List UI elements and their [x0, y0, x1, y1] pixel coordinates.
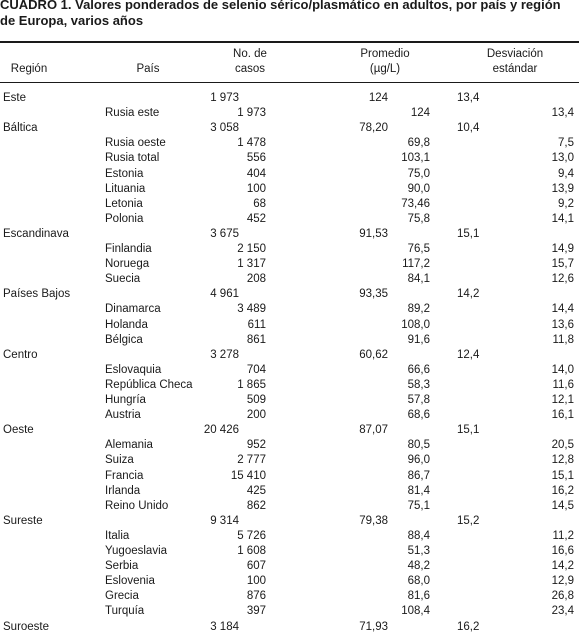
sd-cell: 12,8 — [551, 454, 574, 467]
region-row — [0, 91, 579, 106]
sd-cell: 13,9 — [551, 182, 574, 195]
country-row — [0, 469, 579, 484]
mean-cell: 88,4 — [407, 529, 430, 542]
country-cell: Francia — [105, 469, 144, 482]
country-row — [0, 106, 579, 121]
country-cell: Polonia — [105, 212, 144, 225]
country-row — [0, 378, 579, 393]
mean-cell: 57,8 — [407, 394, 430, 406]
country-row — [0, 197, 579, 212]
cases-cell: 1 317 — [237, 258, 266, 271]
country-cell: Eslovaquia — [105, 363, 162, 376]
mean-cell: 84,1 — [407, 273, 430, 286]
country-row — [0, 151, 579, 166]
mean-cell: 87,07 — [359, 424, 388, 437]
mean-cell: 71,93 — [359, 620, 388, 633]
cases-cell: 607 — [246, 560, 266, 573]
sd-cell: 10,4 — [457, 122, 480, 135]
mean-cell: 76,5 — [407, 243, 430, 255]
country-row — [0, 453, 579, 468]
mean-cell: 89,2 — [407, 303, 430, 316]
country-row — [0, 604, 579, 619]
sd-cell: 15,1 — [457, 227, 480, 240]
mean-cell: 75,8 — [407, 212, 430, 225]
country-cell: Lituania — [105, 182, 146, 195]
sd-cell: 26,8 — [551, 590, 574, 603]
cases-cell: 4 961 — [210, 288, 239, 301]
country-row — [0, 333, 579, 348]
cases-cell: 704 — [246, 363, 266, 376]
sd-cell: 14,1 — [551, 212, 574, 225]
region-row — [0, 348, 579, 363]
header-promedio-line2: (µg/L) — [369, 63, 401, 75]
sd-cell: 14,2 — [457, 288, 480, 301]
mean-cell: 75,0 — [407, 167, 430, 180]
country-row — [0, 182, 579, 197]
region-cell: Países Bajos — [3, 288, 71, 301]
country-cell: Alemania — [105, 439, 153, 452]
mean-cell: 80,5 — [407, 439, 430, 452]
region-row — [0, 287, 579, 302]
country-cell: Serbia — [105, 560, 139, 573]
cases-cell: 1 608 — [237, 545, 266, 557]
region-cell: Báltica — [3, 122, 38, 135]
sd-cell: 13,4 — [457, 92, 480, 104]
mean-cell: 93,35 — [359, 288, 388, 301]
country-row — [0, 499, 579, 514]
header-region: Región — [10, 63, 48, 75]
country-row — [0, 167, 579, 182]
mean-cell: 103,1 — [401, 152, 430, 165]
country-cell: Rusia oeste — [105, 137, 166, 150]
cases-cell: 68 — [253, 197, 266, 210]
country-cell: Grecia — [105, 590, 139, 603]
sd-cell: 14,5 — [551, 499, 574, 512]
cases-cell: 1 973 — [237, 107, 266, 120]
header-pais: País — [136, 63, 160, 75]
region-cell: Suroeste — [3, 620, 50, 633]
mean-cell: 58,3 — [407, 378, 430, 391]
region-cell: Sureste — [3, 514, 43, 527]
country-cell: Suiza — [105, 454, 134, 467]
sd-cell: 13,4 — [551, 107, 574, 120]
region-row — [0, 620, 579, 635]
region-cell: Escandinava — [3, 227, 69, 240]
cases-cell: 3 489 — [237, 303, 266, 316]
country-row — [0, 212, 579, 227]
cases-cell: 556 — [246, 152, 266, 165]
cases-cell: 3 675 — [210, 227, 239, 240]
country-cell: República Checa — [105, 378, 193, 391]
sd-cell: 13,0 — [551, 152, 574, 165]
mean-cell: 73,46 — [401, 197, 430, 210]
cases-cell: 100 — [246, 182, 266, 195]
cases-cell: 1 478 — [237, 137, 266, 150]
country-cell: Estonia — [105, 167, 144, 180]
country-row — [0, 136, 579, 151]
cases-cell: 509 — [246, 394, 266, 406]
cases-cell: 404 — [246, 167, 266, 180]
country-cell: Eslovenia — [105, 575, 155, 588]
mean-cell: 51,3 — [407, 545, 430, 557]
header-rule — [0, 82, 579, 83]
sd-cell: 15,1 — [551, 469, 574, 482]
mean-cell: 69,8 — [407, 137, 430, 150]
cases-cell: 15 410 — [230, 469, 266, 482]
cases-cell: 5 726 — [237, 529, 266, 542]
cases-cell: 861 — [246, 333, 266, 346]
sd-cell: 9,4 — [558, 167, 574, 180]
country-row — [0, 257, 579, 272]
cases-cell: 1 865 — [237, 378, 266, 391]
country-row — [0, 559, 579, 574]
country-row — [0, 242, 579, 257]
mean-cell: 81,6 — [407, 590, 430, 603]
mean-cell: 81,4 — [407, 484, 430, 497]
sd-cell: 11,2 — [552, 529, 574, 542]
header-desviacion-line2: estándar — [492, 63, 538, 75]
cases-cell: 876 — [246, 590, 266, 603]
sd-cell: 20,5 — [551, 439, 574, 452]
header-casos-line1: No. de — [233, 48, 267, 60]
mean-cell: 48,2 — [407, 560, 430, 573]
mean-cell: 90,0 — [407, 182, 430, 195]
sd-cell: 12,6 — [551, 273, 574, 286]
sd-cell: 13,6 — [551, 318, 574, 331]
country-cell: Letonia — [105, 197, 143, 210]
region-row — [0, 514, 579, 529]
country-row — [0, 272, 579, 287]
country-cell: Turquía — [105, 605, 145, 618]
cases-cell: 862 — [246, 499, 266, 512]
sd-cell: 12,4 — [457, 348, 480, 361]
mean-cell: 60,62 — [359, 348, 388, 361]
country-cell: Dinamarca — [105, 303, 161, 316]
country-row — [0, 302, 579, 317]
cases-cell: 2 777 — [237, 454, 266, 467]
country-cell: Reino Unido — [105, 499, 169, 512]
mean-cell: 75,1 — [407, 499, 430, 512]
header-desviacion-line1: Desviación — [486, 48, 544, 60]
country-cell: Italia — [105, 529, 130, 542]
sd-cell: 12,9 — [551, 575, 574, 588]
sd-cell: 14,0 — [551, 363, 574, 376]
sd-cell: 7,5 — [558, 137, 574, 150]
country-row — [0, 574, 579, 589]
country-cell: Noruega — [105, 258, 150, 271]
mean-cell: 108,4 — [401, 605, 430, 618]
country-row — [0, 529, 579, 544]
cases-cell: 2 150 — [237, 243, 266, 255]
cases-cell: 3 058 — [210, 122, 239, 135]
mean-cell: 78,20 — [359, 122, 388, 135]
country-cell: Holanda — [105, 318, 148, 331]
country-row — [0, 408, 579, 423]
cases-cell: 952 — [246, 439, 266, 452]
region-cell: Centro — [3, 348, 38, 361]
country-row — [0, 318, 579, 333]
mean-cell: 68,0 — [407, 575, 430, 588]
sd-cell: 23,4 — [551, 605, 574, 618]
country-cell: Austria — [105, 409, 141, 422]
country-cell: Hungría — [105, 394, 146, 406]
cases-cell: 425 — [246, 484, 266, 497]
cases-cell: 3 278 — [210, 348, 239, 361]
sd-cell: 14,9 — [551, 243, 574, 255]
country-row — [0, 393, 579, 408]
sd-cell: 11,8 — [552, 333, 574, 346]
header-promedio-line1: Promedio — [360, 48, 410, 60]
sd-cell: 15,1 — [457, 424, 480, 437]
region-row — [0, 121, 579, 136]
table-title: CUADRO 1. Valores ponderados de selenio sérico/plasmático en adultos, por país y región de Europa, varios años — [0, 0, 561, 28]
sd-cell: 9,2 — [558, 197, 574, 210]
mean-cell: 124 — [410, 107, 430, 120]
country-cell: Yugoeslavia — [105, 545, 168, 557]
country-row — [0, 589, 579, 604]
mean-cell: 79,38 — [359, 514, 388, 527]
sd-cell: 15,7 — [551, 258, 574, 271]
country-cell: Rusia este — [105, 107, 160, 120]
top-rule — [0, 41, 579, 43]
mean-cell: 66,6 — [407, 363, 430, 376]
cases-cell: 3 184 — [210, 620, 239, 633]
sd-cell: 16,1 — [551, 409, 574, 422]
mean-cell: 108,0 — [401, 318, 430, 331]
cases-cell: 397 — [246, 605, 266, 618]
mean-cell: 91,53 — [359, 227, 388, 240]
cases-cell: 100 — [246, 575, 266, 588]
country-cell: Suecia — [105, 273, 141, 286]
cases-cell: 208 — [246, 273, 266, 286]
region-row — [0, 227, 579, 242]
country-row — [0, 438, 579, 453]
sd-cell: 12,1 — [551, 394, 574, 406]
cases-cell: 1 973 — [210, 92, 239, 104]
cases-cell: 20 426 — [203, 424, 239, 437]
mean-cell: 124 — [368, 92, 388, 104]
mean-cell: 91,6 — [407, 333, 430, 346]
country-row — [0, 363, 579, 378]
cases-cell: 200 — [246, 409, 266, 422]
sd-cell: 16,6 — [551, 545, 574, 557]
mean-cell: 96,0 — [407, 454, 430, 467]
mean-cell: 68,6 — [407, 409, 430, 422]
region-cell: Oeste — [3, 424, 34, 437]
region-row — [0, 423, 579, 438]
mean-cell: 86,7 — [407, 469, 430, 482]
sd-cell: 16,2 — [551, 484, 574, 497]
cases-cell: 9 314 — [210, 514, 239, 527]
sd-cell: 15,2 — [457, 514, 480, 527]
cases-cell: 452 — [246, 212, 266, 225]
cases-cell: 611 — [247, 318, 266, 331]
country-cell: Irlanda — [105, 484, 141, 497]
header-casos-line2: casos — [234, 63, 266, 75]
country-row — [0, 484, 579, 499]
country-cell: Rusia total — [105, 152, 160, 165]
sd-cell: 14,2 — [551, 560, 574, 573]
region-cell: Este — [3, 92, 27, 104]
mean-cell: 117,2 — [402, 258, 430, 271]
sd-cell: 16,2 — [457, 620, 480, 633]
sd-cell: 14,4 — [551, 303, 574, 316]
sd-cell: 11,6 — [552, 378, 574, 391]
country-cell: Finlandia — [105, 243, 152, 255]
country-row — [0, 544, 579, 559]
country-cell: Bélgica — [105, 333, 143, 346]
